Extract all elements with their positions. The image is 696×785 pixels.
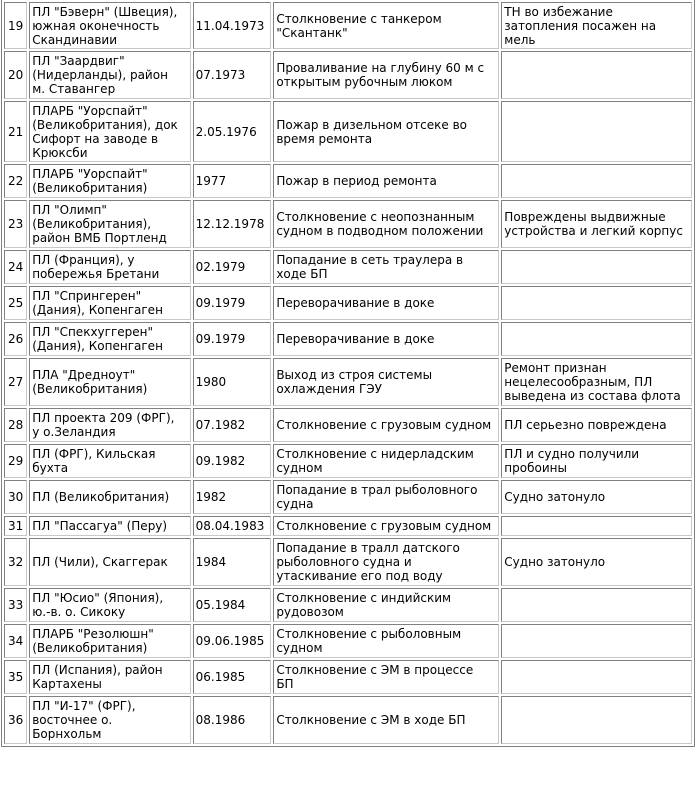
date-cell: 11.04.1973 [193, 2, 272, 49]
result-cell: ТН во избежание затопления посажен на мель [501, 2, 692, 49]
row-number-cell: 20 [4, 51, 27, 99]
result-cell [501, 286, 692, 320]
row-number-cell: 34 [4, 624, 27, 658]
vessel-cell: ПЛ проекта 209 (ФРГ), у о.Зеландия [29, 408, 190, 442]
table-row [4, 660, 692, 694]
table-row [4, 286, 692, 320]
table-row [4, 250, 692, 284]
table-row [4, 51, 692, 99]
date-cell: 09.1982 [193, 444, 272, 478]
result-cell [501, 101, 692, 162]
date-cell: 05.1984 [193, 588, 272, 622]
date-cell: 09.1979 [193, 322, 272, 356]
table-row [4, 164, 692, 198]
result-cell [501, 322, 692, 356]
table-row [4, 516, 692, 536]
result-cell [501, 164, 692, 198]
row-number-cell: 22 [4, 164, 27, 198]
result-cell [501, 516, 692, 536]
date-cell: 07.1982 [193, 408, 272, 442]
date-cell: 08.1986 [193, 696, 272, 744]
date-cell: 1977 [193, 164, 272, 198]
vessel-cell: ПЛ (Испания), район Картахены [29, 660, 190, 694]
result-cell: ПЛ серьезно повреждена [501, 408, 692, 442]
row-number-cell: 21 [4, 101, 27, 162]
table-row [4, 588, 692, 622]
row-number-cell: 23 [4, 200, 27, 248]
result-cell [501, 51, 692, 99]
event-cell: Попадание в тралл датского рыболовного судна и утаскивание его под воду [273, 538, 499, 586]
date-cell: 06.1985 [193, 660, 272, 694]
date-cell: 1984 [193, 538, 272, 586]
result-cell: Судно затонуло [501, 538, 692, 586]
result-cell: ПЛ и судно получили пробоины [501, 444, 692, 478]
table-row [4, 200, 692, 248]
table-row [4, 538, 692, 586]
vessel-cell: ПЛ (Франция), у побережья Бретани [29, 250, 190, 284]
event-cell: Столкновение с неопознанным судном в подводном положении [273, 200, 499, 248]
event-cell: Попадание в трал рыболовного судна [273, 480, 499, 514]
row-number-cell: 28 [4, 408, 27, 442]
event-cell: Пожар в дизельном отсеке во время ремонта [273, 101, 499, 162]
result-cell: Повреждены выдвижные устройства и легкий корпус [501, 200, 692, 248]
table-row [4, 444, 692, 478]
event-cell: Переворачивание в доке [273, 322, 499, 356]
vessel-cell: ПЛ "Спрингерен" (Дания), Копенгаген [29, 286, 190, 320]
table-row [4, 696, 692, 744]
row-number-cell: 30 [4, 480, 27, 514]
row-number-cell: 25 [4, 286, 27, 320]
incidents-table-body [4, 2, 692, 744]
vessel-cell: ПЛ (ФРГ), Кильская бухта [29, 444, 190, 478]
row-number-cell: 24 [4, 250, 27, 284]
vessel-cell: ПЛ "Олимп" (Великобритания), район ВМБ Портленд [29, 200, 190, 248]
date-cell: 09.1979 [193, 286, 272, 320]
event-cell: Столкновение с нидерладским судном [273, 444, 499, 478]
vessel-cell: ПЛАРБ "Уорспайт" (Великобритания) [29, 164, 190, 198]
event-cell: Выход из строя системы охлаждения ГЭУ [273, 358, 499, 406]
vessel-cell: ПЛ "Бэверн" (Швеция), южная оконечность Скандинавии [29, 2, 190, 49]
table-row [4, 2, 692, 49]
vessel-cell: ПЛ "И-17" (ФРГ), восточнее о. Борнхольм [29, 696, 190, 744]
date-cell: 09.06.1985 [193, 624, 272, 658]
table-row [4, 101, 692, 162]
date-cell: 1980 [193, 358, 272, 406]
row-number-cell: 19 [4, 2, 27, 49]
event-cell: Столкновение с ЭМ в ходе БП [273, 696, 499, 744]
event-cell: Пожар в период ремонта [273, 164, 499, 198]
event-cell: Столкновение с грузовым судном [273, 408, 499, 442]
vessel-cell: ПЛАРБ "Резолюшн" (Великобритания) [29, 624, 190, 658]
result-cell [501, 588, 692, 622]
date-cell: 07.1973 [193, 51, 272, 99]
row-number-cell: 26 [4, 322, 27, 356]
event-cell: Столкновение с рыболовным судном [273, 624, 499, 658]
event-cell: Переворачивание в доке [273, 286, 499, 320]
result-cell [501, 624, 692, 658]
event-cell: Столкновение с грузовым судном [273, 516, 499, 536]
row-number-cell: 35 [4, 660, 27, 694]
event-cell: Столкновение с индийским рудовозом [273, 588, 499, 622]
table-row [4, 480, 692, 514]
vessel-cell: ПЛ "Спекхуггерен" (Дания), Копенгаген [29, 322, 190, 356]
event-cell: Попадание в сеть траулера в ходе БП [273, 250, 499, 284]
row-number-cell: 27 [4, 358, 27, 406]
vessel-cell: ПЛ "Заардвиг" (Нидерланды), район м. Ставангер [29, 51, 190, 99]
result-cell: Судно затонуло [501, 480, 692, 514]
event-cell: Проваливание на глубину 60 м с открытым рубочным люком [273, 51, 499, 99]
row-number-cell: 36 [4, 696, 27, 744]
vessel-cell: ПЛ (Великобритания) [29, 480, 190, 514]
table-row [4, 624, 692, 658]
date-cell: 12.12.1978 [193, 200, 272, 248]
vessel-cell: ПЛА "Дредноут" (Великобритания) [29, 358, 190, 406]
result-cell: Ремонт признан нецелесообразным, ПЛ выведена из состава флота [501, 358, 692, 406]
table-row [4, 358, 692, 406]
event-cell: Столкновение с танкером "Скантанк" [273, 2, 499, 49]
vessel-cell: ПЛАРБ "Уорспайт" (Великобритания), док Сифорт на заводе в Крюксби [29, 101, 190, 162]
vessel-cell: ПЛ "Юсио" (Япония), ю.-в. о. Сикоку [29, 588, 190, 622]
date-cell: 02.1979 [193, 250, 272, 284]
row-number-cell: 29 [4, 444, 27, 478]
row-number-cell: 33 [4, 588, 27, 622]
date-cell: 08.04.1983 [193, 516, 272, 536]
row-number-cell: 32 [4, 538, 27, 586]
incidents-table [1, 0, 695, 747]
result-cell [501, 250, 692, 284]
vessel-cell: ПЛ "Пассагуа" (Перу) [29, 516, 190, 536]
date-cell: 1982 [193, 480, 272, 514]
row-number-cell: 31 [4, 516, 27, 536]
date-cell: 2.05.1976 [193, 101, 272, 162]
result-cell [501, 696, 692, 744]
table-row [4, 322, 692, 356]
table-row [4, 408, 692, 442]
result-cell [501, 660, 692, 694]
event-cell: Столкновение с ЭМ в процессе БП [273, 660, 499, 694]
vessel-cell: ПЛ (Чили), Скаггерак [29, 538, 190, 586]
